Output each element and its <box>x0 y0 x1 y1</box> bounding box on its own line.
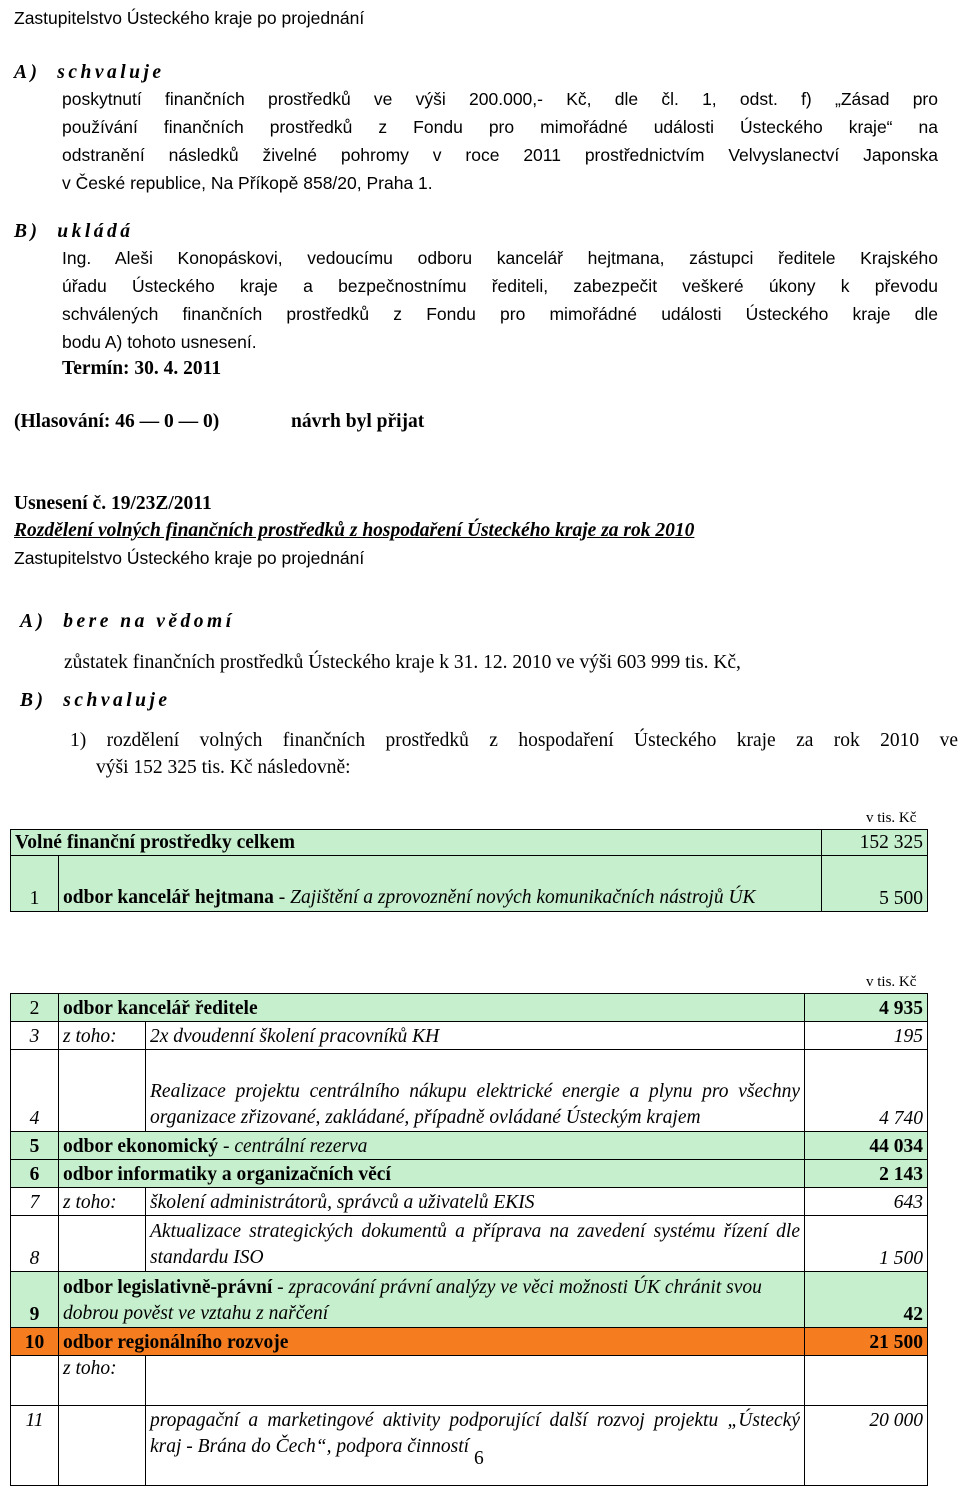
page-number: 6 <box>474 1448 484 1469</box>
department-label: odbor kancelář ředitele <box>59 994 805 1022</box>
row-value: 4 935 <box>805 994 928 1022</box>
resolution-a-text: zůstatek finančních prostředků Ústeckého kraje k 31. 12. 2010 ve výši 603 999 tis. Kč, <box>64 652 741 673</box>
vote-count: (Hlasování: 46 — 0 — 0) <box>14 411 220 432</box>
table-row <box>11 1272 928 1328</box>
table2 <box>10 993 928 1486</box>
description-text: zpracování právní analýzy ve věci možnosti ÚK chránit svou dobrou pověst ve vztahu z nařčení <box>63 1277 762 1324</box>
row-description: Aktualizace strategických dokumentů a příprava na zavedení systému řízení dle standardu ISO <box>146 1216 805 1272</box>
section-b-line-4: bodu A) tohoto usnesení. <box>62 332 257 352</box>
empty-cell <box>59 1216 146 1272</box>
table-row <box>11 1132 928 1160</box>
table-row <box>11 994 928 1022</box>
row-value: 195 <box>805 1022 928 1050</box>
section-b-line-2: úřadu Ústeckého kraje a bezpečnostnímu řediteli, zabezpečit veškeré úkony k převodu <box>62 276 938 296</box>
section-b-heading: B) ukládá <box>14 221 134 242</box>
department-label: odbor kancelář hejtmana <box>63 887 274 908</box>
row-description: odbor kancelář hejtmana - Zajištění a zprovoznění nových komunikačních nástrojů ÚK <box>59 856 822 912</box>
empty-cell <box>805 1356 928 1406</box>
row-number: 10 <box>11 1328 59 1356</box>
description-text: centrální rezerva <box>234 1136 368 1157</box>
department-label: odbor ekonomický <box>63 1136 219 1157</box>
table-row <box>11 1356 928 1406</box>
resolution-a-heading: A) bere na vědomí <box>20 611 235 632</box>
council-line: Zastupitelstvo Ústeckého kraje po projednání <box>14 8 365 28</box>
row-number: 2 <box>11 994 59 1022</box>
empty-cell <box>59 1050 146 1132</box>
department-label: odbor informatiky a organizačních věcí <box>59 1160 805 1188</box>
department-label: odbor legislativně-právní <box>63 1277 273 1298</box>
deadline: Termín: 30. 4. 2011 <box>62 358 222 379</box>
row-number: 7 <box>11 1188 59 1216</box>
table-row <box>11 1160 928 1188</box>
table1-unit: v tis. Kč <box>866 810 917 826</box>
resolution-title: Rozdělení volných finančních prostředků z hospodaření Ústeckého kraje za rok 2010 <box>14 520 695 541</box>
resolution-b-line-1: 1) rozdělení volných finančních prostředků z hospodaření Ústeckého kraje za rok 2010 ve <box>70 730 958 751</box>
table-row <box>11 1406 928 1486</box>
table2-unit: v tis. Kč <box>866 974 917 990</box>
row-value: 4 740 <box>805 1050 928 1132</box>
resolution-b-line-2: výši 152 325 tis. Kč následovně: <box>96 757 351 778</box>
department-label: odbor regionálního rozvoje <box>59 1328 805 1356</box>
row-value: 42 <box>805 1272 928 1328</box>
subitem-prefix: z toho: <box>59 1022 146 1050</box>
row-number: 9 <box>11 1272 59 1328</box>
total-label: Volné finanční prostředky celkem <box>11 830 822 856</box>
table1-row-1 <box>11 856 928 912</box>
table1 <box>10 829 928 912</box>
subitem-prefix: z toho: <box>59 1356 146 1406</box>
section-b-line-1: Ing. Aleši Konopáskovi, vedoucímu odboru kancelář hejtmana, zástupci ředitele Krajského <box>62 248 938 268</box>
table1-total-row <box>11 830 928 856</box>
row-number: 11 <box>11 1406 59 1486</box>
row-number: 1 <box>11 856 59 912</box>
row-description: odbor legislativně-právní - zpracování právní analýzy ve věci možnosti ÚK chránit svou dobrou pověst ve vztahu z nařčení <box>59 1272 805 1328</box>
empty-cell <box>146 1356 805 1406</box>
row-value: 21 500 <box>805 1328 928 1356</box>
row-value: 643 <box>805 1188 928 1216</box>
row-number: 3 <box>11 1022 59 1050</box>
description-text: Zajištění a zprovoznění nových komunikačních nástrojů ÚK <box>290 887 756 908</box>
total-value: 152 325 <box>822 830 928 856</box>
table-row <box>11 1022 928 1050</box>
section-a-line-1: poskytnutí finančních prostředků ve výši 200.000,- Kč, dle čl. 1, odst. f) „Zásad pro <box>62 89 938 109</box>
row-description: 2x dvoudenní školení pracovníků KH <box>146 1022 805 1050</box>
row-number: 4 <box>11 1050 59 1132</box>
subitem-prefix: z toho: <box>59 1188 146 1216</box>
resolution-b-heading: B) schvaluje <box>20 690 171 711</box>
row-number: 5 <box>11 1132 59 1160</box>
section-a-heading: A) schvaluje <box>14 62 165 83</box>
section-a-line-2: používání finančních prostředků z Fondu pro mimořádné události Ústeckého kraje“ na <box>62 117 938 137</box>
resolution-number: Usnesení č. 19/23Z/2011 <box>14 493 212 514</box>
table-row <box>11 1328 928 1356</box>
resolution-council-line: Zastupitelstvo Ústeckého kraje po projednání <box>14 548 365 568</box>
row-description: odbor ekonomický - centrální rezerva <box>59 1132 805 1160</box>
section-a-line-4: v České republice, Na Příkopě 858/20, Praha 1. <box>62 173 433 193</box>
table-row <box>11 1216 928 1272</box>
row-description: Realizace projektu centrálního nákupu elektrické energie a plynu pro všechny organizace zřizované, zakládané, případně ovládané Ústeckým krajem <box>146 1050 805 1132</box>
row-description: školení administrátorů, správců a uživatelů EKIS <box>146 1188 805 1216</box>
row-value: 20 000 <box>805 1406 928 1486</box>
section-a-line-3: odstranění následků živelné pohromy v roce 2011 prostřednictvím Velvyslanectví Japonska <box>62 145 938 165</box>
row-value: 2 143 <box>805 1160 928 1188</box>
section-b-line-3: schválených finančních prostředků z Fondu pro mimořádné události Ústeckého kraje dle <box>62 304 938 324</box>
row-value: 44 034 <box>805 1132 928 1160</box>
table-row <box>11 1050 928 1132</box>
vote-result: návrh byl přijat <box>291 411 425 432</box>
table-row <box>11 1188 928 1216</box>
row-description: propagační a marketingové aktivity podporující další rozvoj projektu „Ústecký kraj - Brána do Čech“, podpora činností <box>146 1406 805 1486</box>
row-value: 5 500 <box>822 856 928 912</box>
empty-cell <box>11 1356 59 1406</box>
row-number: 6 <box>11 1160 59 1188</box>
empty-cell <box>59 1406 146 1486</box>
row-value: 1 500 <box>805 1216 928 1272</box>
row-number: 8 <box>11 1216 59 1272</box>
